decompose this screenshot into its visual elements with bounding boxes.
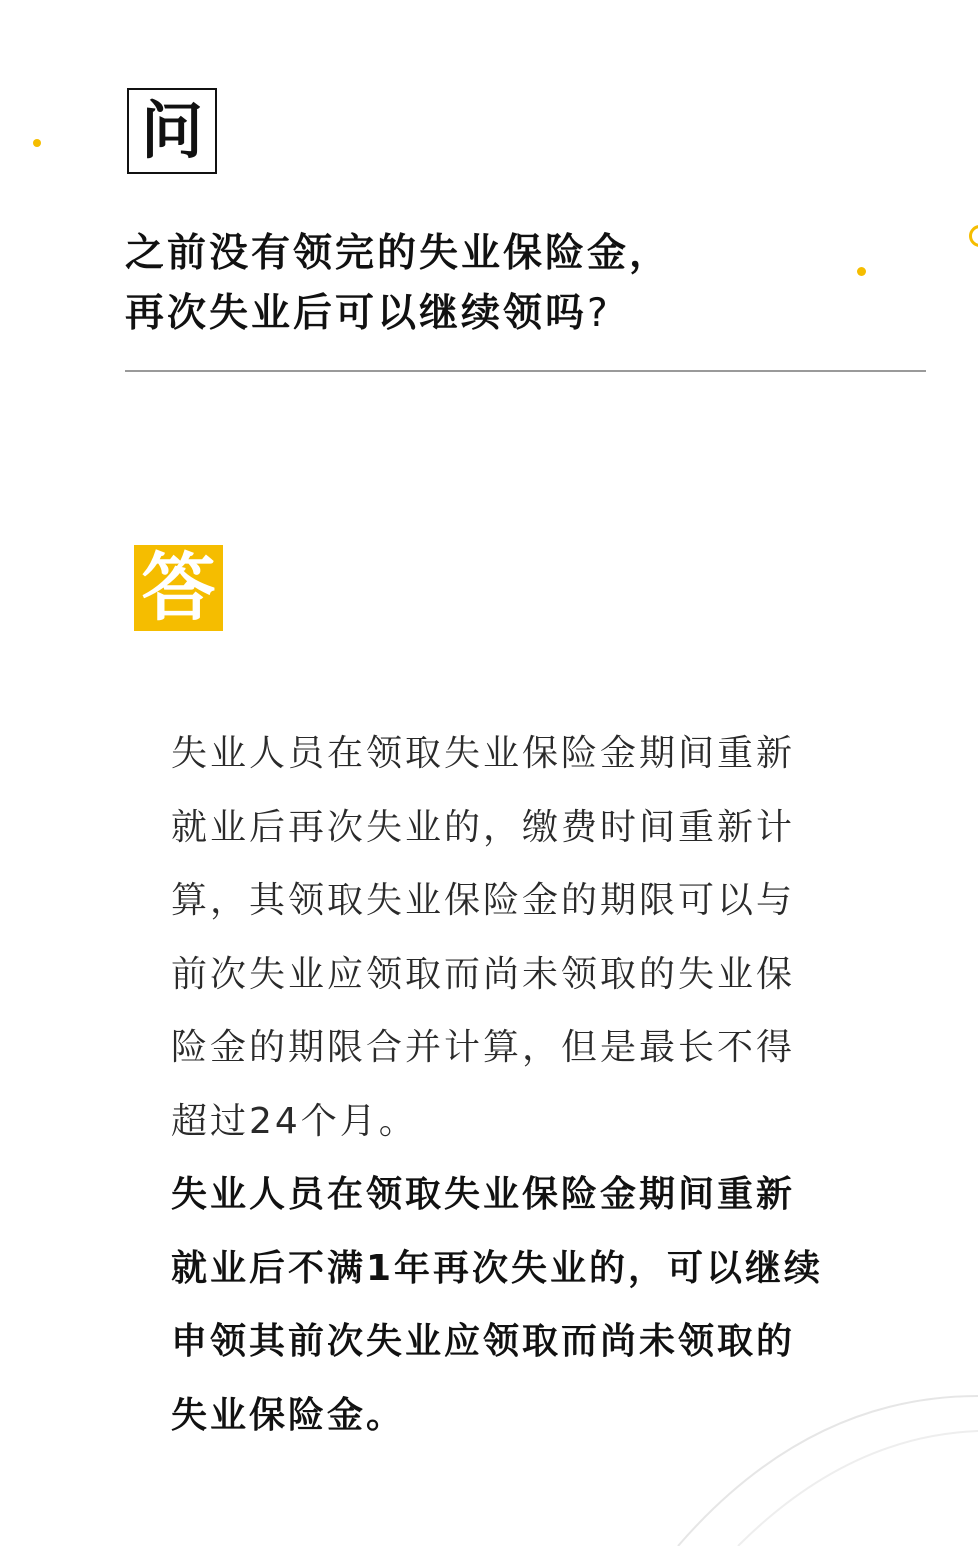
answer-p1-line-6: 超过24个月。 <box>171 1100 418 1142</box>
answer-p2-line-2: 就业后不满1年再次失业的，可以继续 <box>171 1247 824 1289</box>
question-mark: ? <box>587 291 611 336</box>
decorative-arcs <box>658 1386 978 1546</box>
answer-p2-line-1: 失业人员在领取失业保险金期间重新 <box>171 1174 796 1215</box>
question-title <box>125 224 885 344</box>
question-badge <box>127 88 217 174</box>
answer-p1-line-5: 险金的期限合并计算，但是最长不得 <box>171 1027 796 1068</box>
answer-p1-line-2: 就业后再次失业的，缴费时间重新计 <box>171 806 796 848</box>
question-title-line-2 <box>125 284 885 344</box>
answer-p1-line-4: 前次失业应领取而尚未领取的失业保 <box>171 953 796 995</box>
answer-p1-line-1: 失业人员在领取失业保险金期间重新 <box>171 733 796 774</box>
question-title-line-2-text: 再次失业后可以继续领吗 <box>125 291 588 336</box>
answer-p1-line-3: 算，其领取失业保险金的期限可以与 <box>171 880 796 921</box>
answer-badge-char: 答 <box>141 545 216 631</box>
answer-body <box>171 717 833 1452</box>
answer-badge <box>134 545 223 631</box>
question-badge-char: 问 <box>140 94 203 167</box>
section-divider <box>125 370 926 372</box>
answer-p2-line-3: 申领其前次失业应领取而尚未领取的 <box>171 1321 796 1362</box>
answer-paragraph-1 <box>171 717 833 1158</box>
decorative-dot-left <box>33 139 41 147</box>
answer-p2-line-4: 失业保险金。 <box>171 1394 406 1436</box>
decorative-ring-edge <box>969 225 978 247</box>
question-title-line-1: 之前没有领完的失业保险金， <box>125 231 672 276</box>
